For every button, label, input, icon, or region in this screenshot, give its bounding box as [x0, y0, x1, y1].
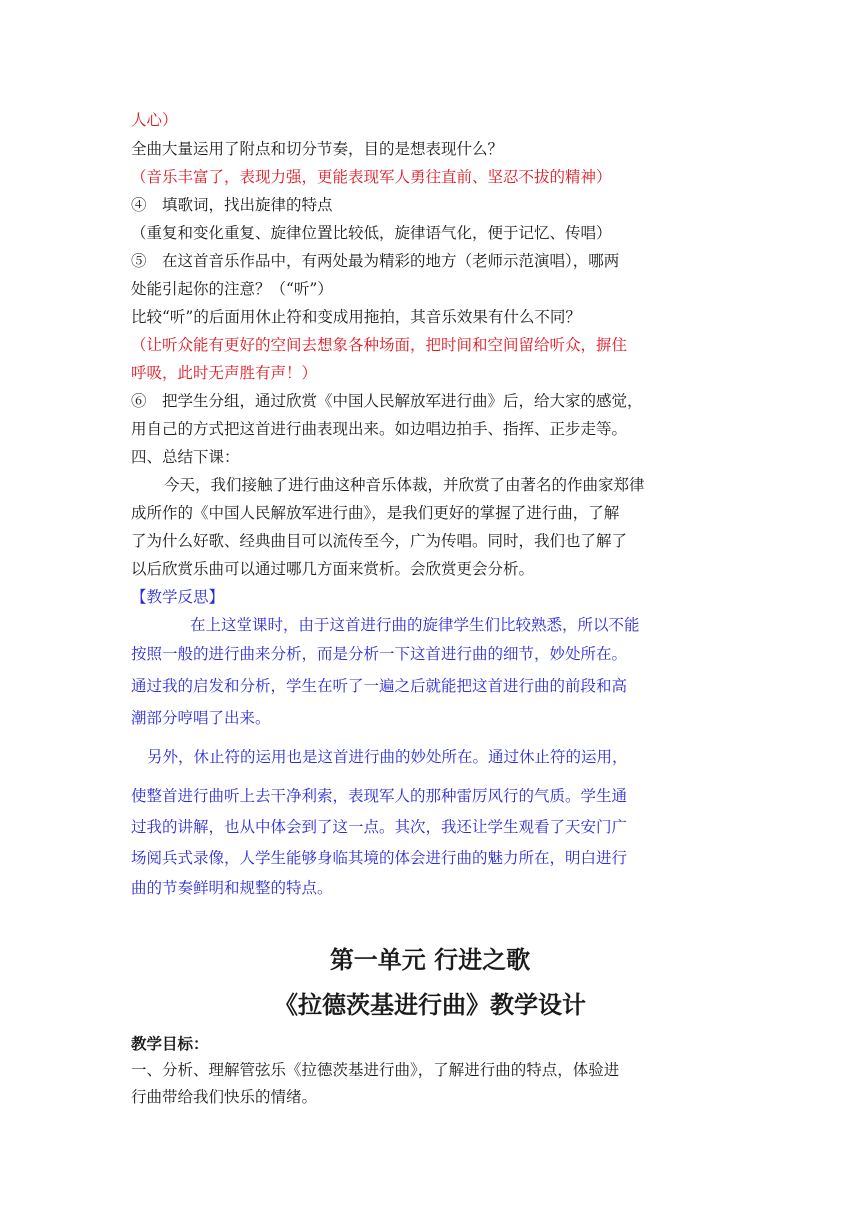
goals-heading: 教学目标：	[131, 1035, 209, 1053]
text-line: 【教学反思】	[131, 588, 225, 606]
text-line: 按照一般的进行曲来分析，而是分析一下这首进行曲的细节，妙处所在。	[131, 645, 628, 663]
text-line: （重复和变化重复、旋律位置比较低，旋律语气化，便于记忆、传唱）	[131, 224, 612, 242]
text-line: 场阅兵式录像，人学生能够身临其境的体会进行曲的魅力所在，明白进行	[131, 849, 628, 867]
text-line: ⑤ 在这首音乐作品中，有两处最为精彩的地方（老师示范演唱），哪两	[131, 252, 620, 270]
text-line: 通过我的启发和分析，学生在听了一遍之后就能把这首进行曲的前段和高	[131, 677, 628, 695]
text-line: 比较“听”的后面用休止符和变成用拖拍，其音乐效果有什么不同？	[131, 308, 581, 326]
text-line: ④ 填歌词，找出旋律的特点	[131, 196, 333, 214]
text-line: 另外，休止符的运用也是这首进行曲的妙处所在。通过休止符的运用，	[147, 748, 628, 766]
unit-title: 第一单元 行进之歌	[329, 946, 531, 974]
text-line: 曲的节奏鲜明和规整的特点。	[131, 879, 333, 897]
text-line: 呼吸，此时无声胜有声！）	[131, 364, 318, 382]
goal-line: 一、分析、理解管弦乐《拉德茨基进行曲》，了解进行曲的特点，体验进	[131, 1061, 620, 1079]
text-line: 了为什么好歌、经典曲目可以流传至今，广为传唱。同时，我们也了解了	[131, 532, 628, 550]
text-line: 用自己的方式把这首进行曲表现出来。如边唱边拍手、指挥、正步走等。	[131, 420, 628, 438]
text-line: 今天，我们接触了进行曲这种音乐体裁，并欣赏了由著名的作曲家郑律	[164, 476, 645, 494]
text-line: 过我的讲解，也从中体会到了这一点。其次，我还让学生观看了天安门广	[131, 818, 628, 836]
text-line: （音乐丰富了，表现力强，更能表现军人勇往直前、坚忍不拔的精神）	[131, 168, 612, 186]
text-line: 四、总结下课：	[131, 448, 240, 466]
text-line: 潮部分哼唱了出来。	[131, 709, 271, 727]
text-line: 以后欣赏乐曲可以通过哪几方面来赏析。会欣赏更会分析。	[131, 560, 535, 578]
text-line: ⑥ 把学生分组，通过欣赏《中国人民解放军进行曲》后，给大家的感觉，	[131, 392, 643, 410]
text-line: （让听众能有更好的空间去想象各种场面，把时间和空间留给听众，摒住	[131, 336, 628, 354]
lesson-title: 《拉德茨基进行曲》教学设计	[274, 991, 586, 1019]
text-line: 在上这堂课时，由于这首进行曲的旋律学生们比较熟悉，所以不能	[190, 616, 640, 634]
text-line: 成所作的《中国人民解放军进行曲》，是我们更好的掌握了进行曲，了解	[131, 504, 620, 522]
text-line: 全曲大量运用了附点和切分节奏，目的是想表现什么？	[131, 140, 504, 158]
goal-line: 行曲带给我们快乐的情绪。	[131, 1088, 318, 1106]
text-line: 处能引起你的注意？（“听”）	[131, 280, 333, 298]
text-line: 人心）	[131, 111, 178, 129]
text-line: 使整首进行曲听上去干净利索，表现军人的那种雷厉风行的气质。学生通	[131, 787, 628, 805]
